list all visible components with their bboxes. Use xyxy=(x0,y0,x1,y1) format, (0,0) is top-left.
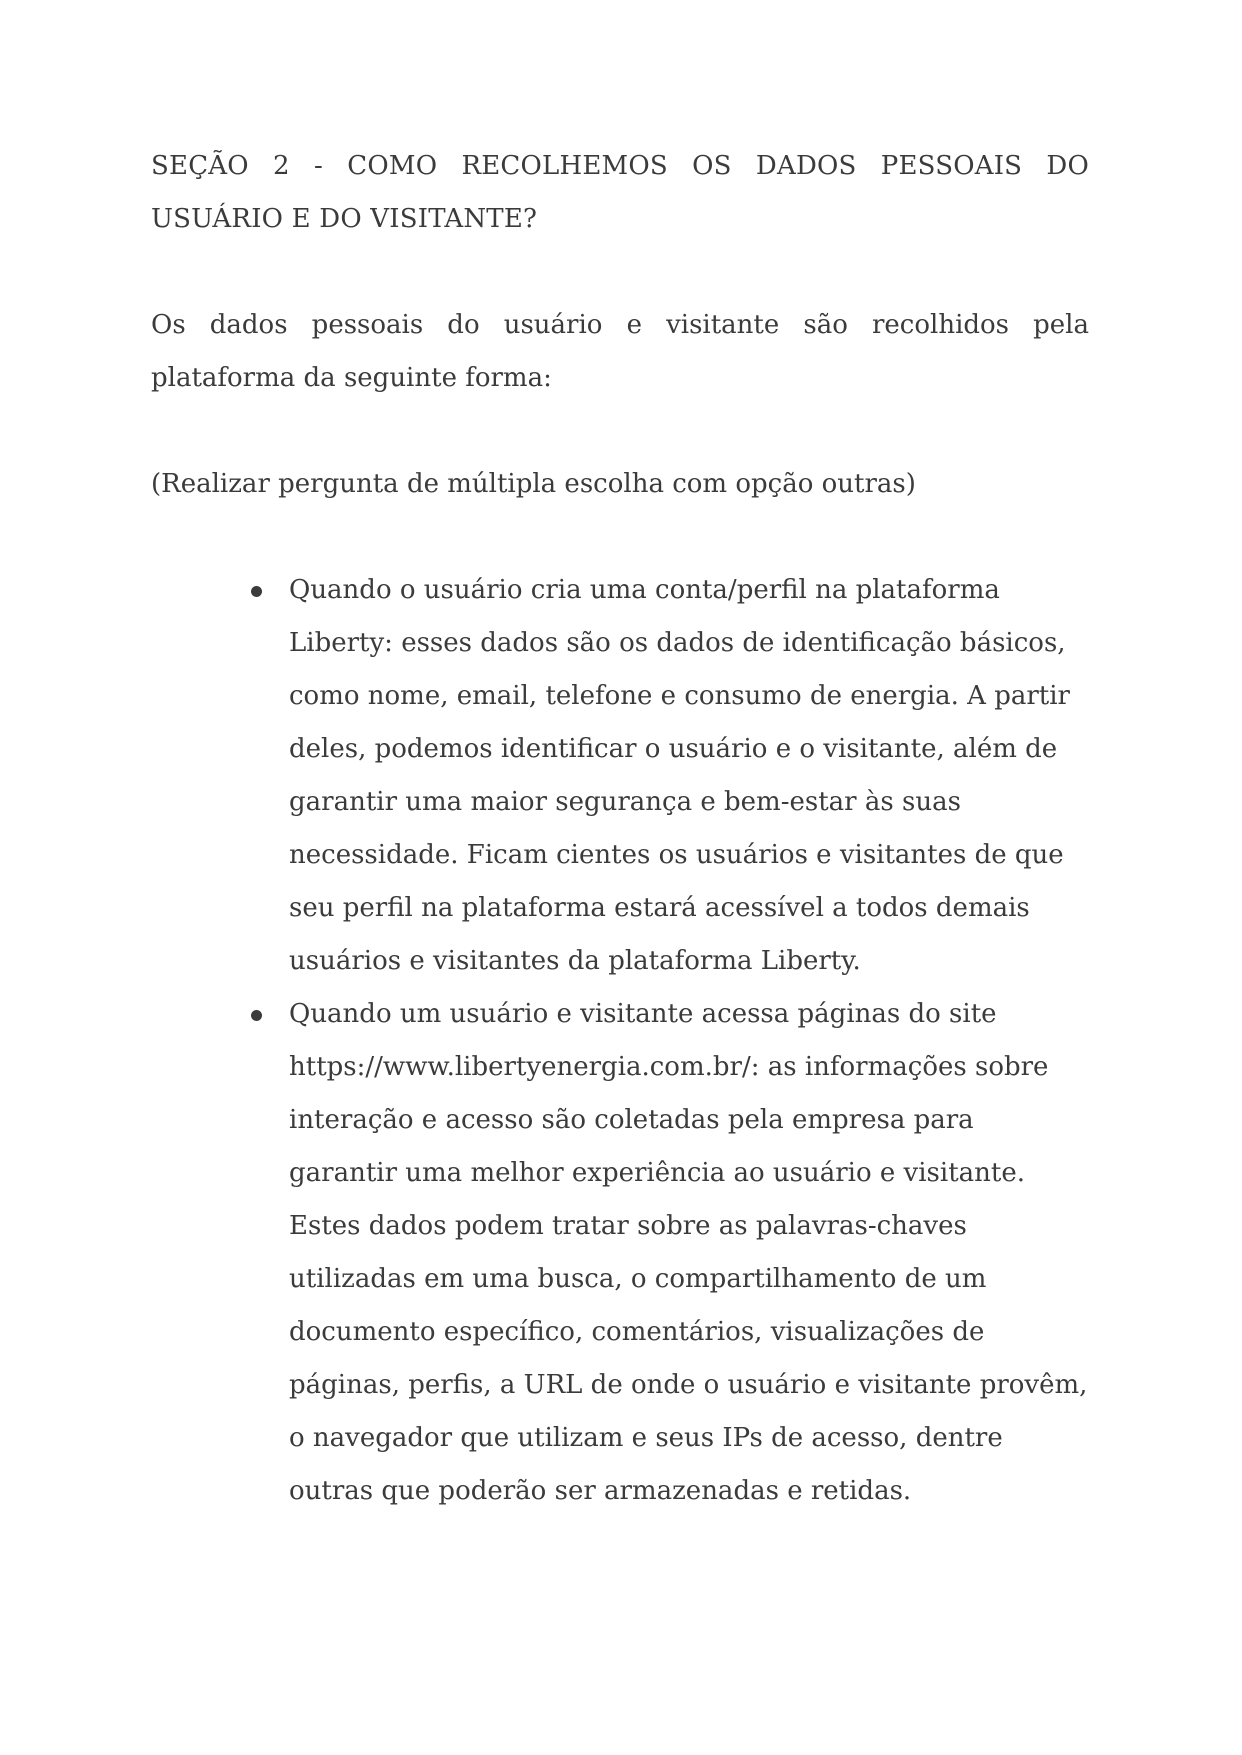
section-heading: SEÇÃO 2 - COMO RECOLHEMOS OS DADOS PESSOAIS DO USUÁRIO E DO VISITANTE? xyxy=(151,151,1089,234)
instruction-note: (Realizar pergunta de múltipla escolha com opção outras) xyxy=(151,469,916,499)
list-item-text: Quando um usuário e visitante acessa páginas do site https://www.libertyenergia.com.br/: as informações sobre interação e acesso são coletadas pela empresa para garantir uma melhor experiência ao usuário e visitante. Estes dados podem tratar sobre as palavras-chaves utilizadas em uma busca, o compartilhamento de um documento específico, comentários, visualizações de páginas, perfis, a URL de onde o usuário e visitante provêm, o navegador que utilizam e seus IPs de acesso, dentre outras que poderão ser armazenadas e retidas. xyxy=(289,999,1088,1506)
bullet-dot-icon xyxy=(251,1010,262,1021)
intro-paragraph: Os dados pessoais do usuário e visitante são recolhidos pela plataforma da seguinte forma: xyxy=(151,310,1089,393)
bullet-dot-icon xyxy=(251,586,262,597)
list-item xyxy=(289,988,1089,1518)
document-page xyxy=(151,140,1089,1518)
list-item xyxy=(289,564,1089,988)
bullet-list xyxy=(151,564,1089,1518)
list-item-text: Quando o usuário cria uma conta/perfil na plataforma Liberty: esses dados são os dados de identificação básicos, como nome, email, telefone e consumo de energia. A partir deles, podemos identificar o usuário e o visitante, além de garantir uma maior segurança e bem-estar às suas necessidade. Ficam cientes os usuários e visitantes de que seu perfil na plataforma estará acessível a todos demais usuários e visitantes da plataforma Liberty. xyxy=(289,575,1070,976)
